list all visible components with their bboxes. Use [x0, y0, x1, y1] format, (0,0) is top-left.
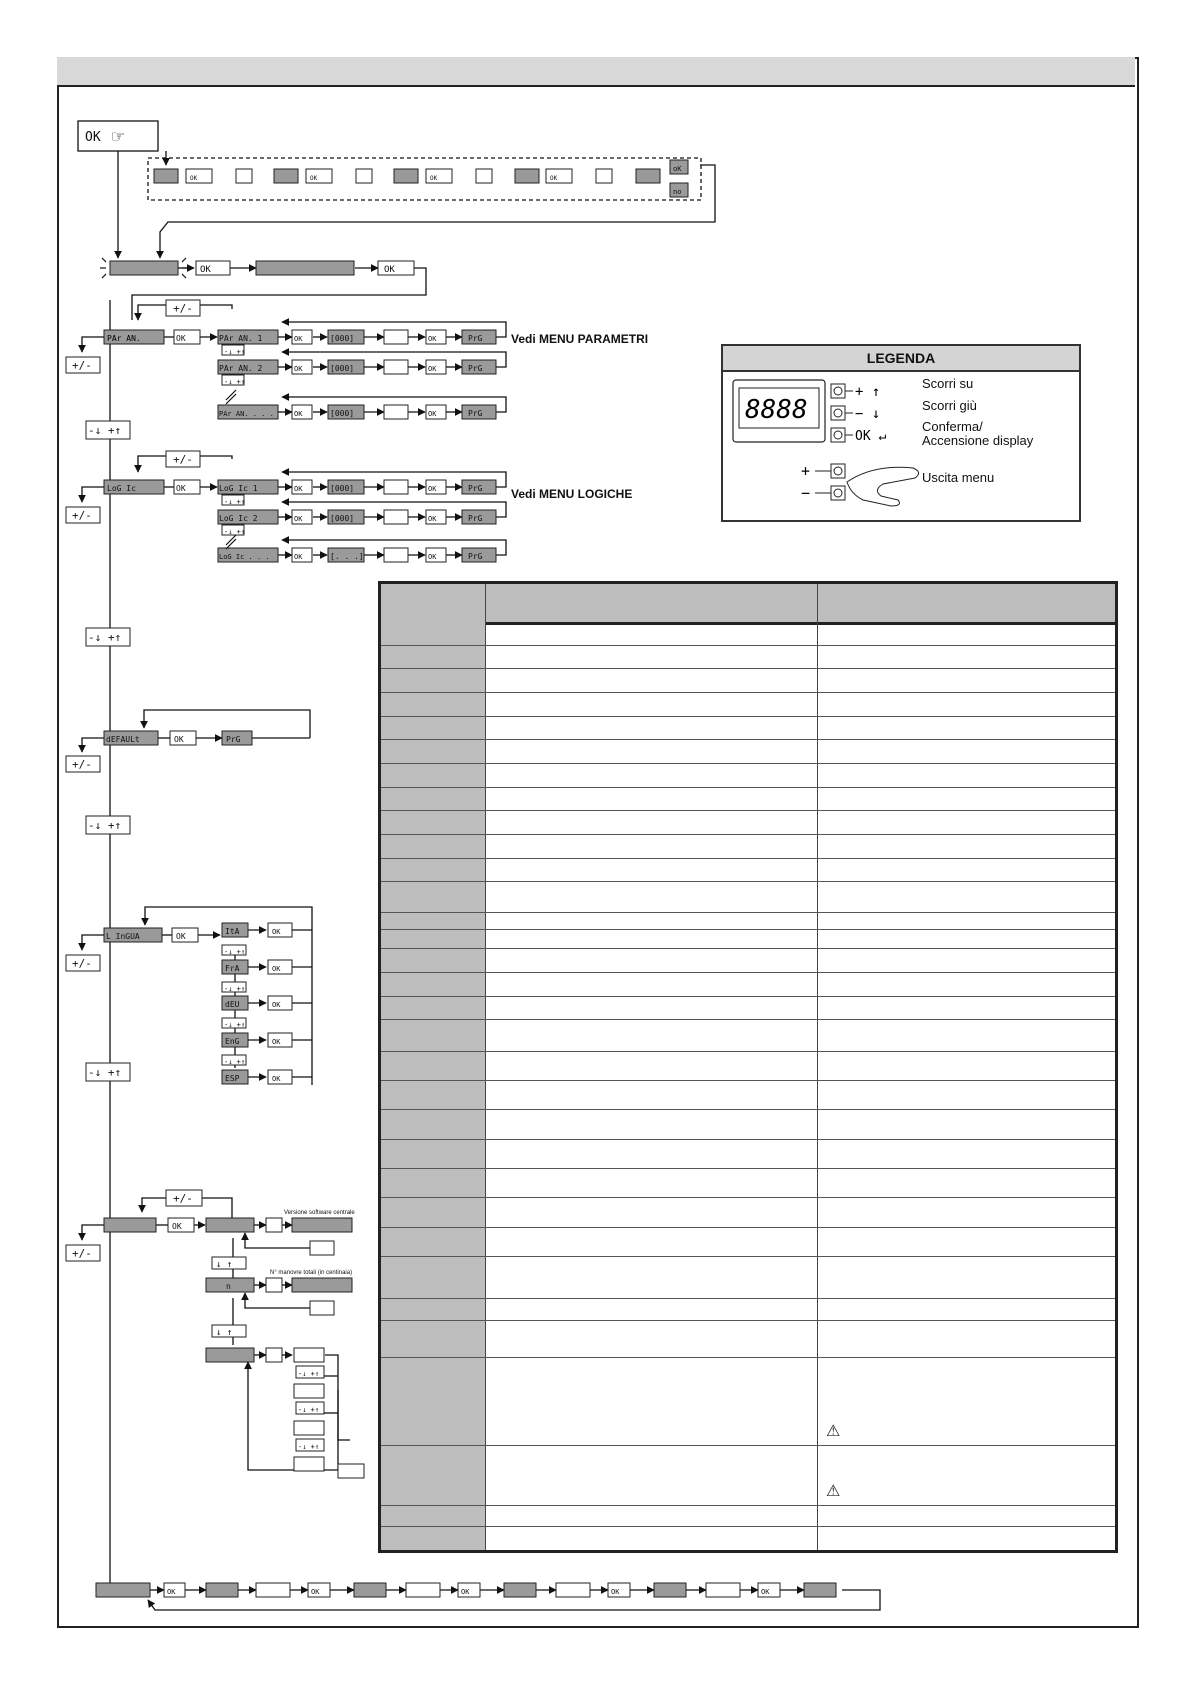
display-box	[354, 1583, 386, 1597]
svg-text:OK: OK	[311, 1588, 320, 1596]
table-row	[381, 949, 1115, 973]
svg-text:-↓ +↑: -↓ +↑	[224, 1021, 246, 1029]
svg-text:OK: OK	[167, 1588, 176, 1596]
svg-text:+/-: +/-	[72, 359, 92, 372]
warning-icon: ⚠	[826, 1422, 841, 1440]
table-row	[381, 882, 1115, 913]
table-header	[381, 584, 1115, 625]
svg-text:L InGUA: L InGUA	[106, 932, 140, 941]
svg-text:OK: OK	[294, 553, 303, 561]
table-row	[381, 1110, 1115, 1139]
svg-text:OK: OK	[310, 175, 318, 182]
table-row	[381, 997, 1115, 1021]
svg-text:PrG: PrG	[468, 514, 483, 523]
display-box	[804, 1583, 836, 1597]
svg-text:+/-: +/-	[173, 453, 193, 466]
hand-icon	[847, 467, 919, 506]
svg-text:OK: OK	[176, 334, 186, 343]
display-box	[274, 169, 298, 183]
svg-text:PrG: PrG	[226, 735, 241, 744]
svg-text:OK: OK	[611, 1588, 620, 1596]
svg-text:ItA: ItA	[225, 927, 240, 936]
table-row	[381, 1358, 1115, 1446]
display-box	[504, 1583, 536, 1597]
table-row	[381, 622, 1115, 646]
display-box	[110, 261, 178, 275]
svg-text:OK: OK	[461, 1588, 470, 1596]
svg-text:↓ ↑: ↓ ↑	[216, 1328, 233, 1338]
table-row	[381, 1446, 1115, 1506]
legend-title: LEGENDA	[723, 346, 1079, 372]
svg-text:PAr AN. 2: PAr AN. 2	[219, 364, 263, 373]
svg-text:-↓ +↑: -↓ +↑	[88, 1066, 122, 1079]
svg-text:N° manovre totali (in centinai: N° manovre totali (in centinaia)	[270, 1270, 353, 1276]
svg-text:-↓ +↑: -↓ +↑	[224, 1058, 246, 1066]
svg-text:OK: OK	[428, 410, 437, 418]
display-box	[96, 1583, 150, 1597]
table-row	[381, 811, 1115, 835]
svg-text:-↓ +↑: -↓ +↑	[224, 528, 246, 536]
see-params-note: Vedi MENU PARAMETRI	[511, 332, 649, 346]
table-row	[381, 930, 1115, 950]
svg-text:dEU: dEU	[225, 1000, 240, 1009]
diagnostics-table	[378, 581, 1118, 1553]
table-row	[381, 1052, 1115, 1081]
svg-text:OK: OK	[428, 335, 437, 343]
svg-text:+/-: +/-	[173, 302, 193, 315]
table-row	[381, 764, 1115, 788]
display-box	[206, 1583, 238, 1597]
svg-text:PAr AN.: PAr AN.	[107, 334, 141, 343]
svg-text:-↓ +↑: -↓ +↑	[298, 1370, 320, 1378]
info-menu-display	[104, 1218, 156, 1232]
svg-text:OK: OK	[428, 515, 437, 523]
display-box	[515, 169, 539, 183]
svg-text:-↓ +↑: -↓ +↑	[88, 631, 122, 644]
svg-text:[000]: [000]	[330, 409, 355, 418]
svg-text:OK: OK	[272, 928, 281, 936]
table-row	[381, 1198, 1115, 1227]
svg-text:[000]: [000]	[330, 334, 355, 343]
svg-text:OK: OK	[294, 365, 303, 373]
table-row	[381, 973, 1115, 997]
table-row	[381, 717, 1115, 741]
exit-menu-label: Uscita menu	[922, 470, 995, 485]
svg-text:OK: OK	[761, 1588, 770, 1596]
svg-text:[. . .]: [. . .]	[330, 552, 364, 561]
table-row	[381, 1527, 1115, 1550]
svg-text:+/-: +/-	[72, 758, 92, 771]
svg-text:EnG: EnG	[225, 1037, 240, 1046]
svg-text:OK: OK	[294, 335, 303, 343]
scroll-down-label: Scorri giù	[922, 398, 977, 413]
svg-text:PrG: PrG	[468, 334, 483, 343]
display-box	[394, 169, 418, 183]
svg-text:OK: OK	[272, 1038, 281, 1046]
display-box	[256, 261, 354, 275]
table-row	[381, 913, 1115, 929]
display-box	[636, 169, 660, 183]
info-value-display	[292, 1218, 352, 1232]
info-display	[206, 1348, 254, 1362]
svg-text:-↓ +↑: -↓ +↑	[224, 985, 246, 993]
plus-up-symbol: + ↑	[855, 384, 881, 400]
svg-text:OK: OK	[272, 965, 281, 973]
svg-text:PAr AN. . . .: PAr AN. . . .	[219, 410, 274, 418]
svg-text:-↓ +↑: -↓ +↑	[298, 1443, 320, 1451]
minus-down-symbol: − ↓	[855, 406, 881, 422]
svg-text:PrG: PrG	[468, 552, 483, 561]
display-digits: 8888	[745, 395, 808, 425]
svg-text:[000]: [000]	[330, 514, 355, 523]
svg-text:-↓ +↑: -↓ +↑	[224, 348, 246, 356]
svg-text:PrG: PrG	[468, 364, 483, 373]
svg-text:OK: OK	[174, 735, 184, 744]
table-row	[381, 669, 1115, 693]
svg-text:n: n	[226, 1282, 231, 1291]
display-box	[154, 169, 178, 183]
svg-text:OK: OK	[200, 265, 211, 275]
svg-text:OK: OK	[176, 932, 186, 941]
svg-text:↓ ↑: ↓ ↑	[216, 1260, 233, 1270]
display-box	[654, 1583, 686, 1597]
svg-text:-↓ +↑: -↓ +↑	[224, 378, 246, 386]
svg-text:OK: OK	[172, 1222, 182, 1231]
table-row	[381, 693, 1115, 717]
hand-icon: ☞	[112, 124, 125, 148]
svg-text:PrG: PrG	[468, 484, 483, 493]
svg-text:LoG Ic . . .: LoG Ic . . .	[219, 553, 270, 561]
svg-text:OK: OK	[294, 515, 303, 523]
svg-text:PAr AN. 1: PAr AN. 1	[219, 334, 263, 343]
svg-text:+: +	[801, 462, 811, 480]
scroll-up-label: Scorri su	[922, 376, 974, 391]
svg-text:LoG Ic: LoG Ic	[107, 484, 136, 493]
table-row	[381, 788, 1115, 812]
svg-text:OK: OK	[190, 175, 198, 182]
svg-text:FrA: FrA	[225, 964, 240, 973]
svg-text:dEFAULt: dEFAULt	[106, 735, 140, 744]
table-row	[381, 646, 1115, 670]
table-row	[381, 859, 1115, 883]
svg-text:-↓ +↑: -↓ +↑	[88, 819, 122, 832]
table-row	[381, 1321, 1115, 1358]
svg-text:-↓ +↑: -↓ +↑	[224, 498, 246, 506]
warning-icon: ⚠	[826, 1482, 841, 1500]
svg-text:+/-: +/-	[72, 957, 92, 970]
svg-text:OK: OK	[294, 410, 303, 418]
see-logic-note: Vedi MENU LOGICHE	[511, 487, 633, 501]
table-row	[381, 1020, 1115, 1051]
info-value-display	[292, 1278, 352, 1292]
svg-text:oK: oK	[673, 165, 682, 173]
svg-text:-↓ +↑: -↓ +↑	[224, 948, 246, 956]
svg-text:Versione software centrale: Versione software centrale	[284, 1210, 355, 1216]
table-row	[381, 740, 1115, 764]
svg-text:OK: OK	[384, 265, 395, 275]
svg-text:LoG Ic 2: LoG Ic 2	[219, 514, 258, 523]
table-row	[381, 1140, 1115, 1169]
table-body	[381, 622, 1115, 1550]
svg-text:−: −	[801, 484, 811, 502]
legend-box	[721, 344, 1081, 522]
svg-text:OK: OK	[428, 553, 437, 561]
svg-text:[000]: [000]	[330, 364, 355, 373]
svg-text:no: no	[673, 188, 682, 196]
ok-enter-symbol: OK ↵	[855, 429, 887, 444]
table-row	[381, 1299, 1115, 1321]
info-display	[206, 1218, 254, 1232]
svg-text:OK: OK	[428, 365, 437, 373]
svg-text:+/-: +/-	[72, 1247, 92, 1260]
svg-text:OK: OK	[550, 175, 558, 182]
svg-text:+/-: +/-	[173, 1192, 193, 1205]
svg-text:-↓ +↑: -↓ +↑	[88, 424, 122, 437]
table-row	[381, 1169, 1115, 1198]
svg-text:OK: OK	[430, 175, 438, 182]
ok-label: OK	[85, 130, 101, 145]
table-row	[381, 1081, 1115, 1110]
table-row	[381, 835, 1115, 859]
table-row	[381, 1228, 1115, 1257]
svg-text:+/-: +/-	[72, 509, 92, 522]
svg-text:-↓ +↑: -↓ +↑	[298, 1406, 320, 1414]
svg-text:LoG Ic 1: LoG Ic 1	[219, 484, 258, 493]
table-row	[381, 1506, 1115, 1528]
svg-text:PrG: PrG	[468, 409, 483, 418]
confirm-label: Conferma/ Accensione display	[922, 419, 1034, 448]
svg-text:OK: OK	[272, 1001, 281, 1009]
svg-text:ESP: ESP	[225, 1074, 240, 1083]
svg-text:OK: OK	[272, 1075, 281, 1083]
svg-text:OK: OK	[294, 485, 303, 493]
table-row	[381, 1257, 1115, 1300]
svg-text:OK: OK	[176, 484, 186, 493]
svg-text:[000]: [000]	[330, 484, 355, 493]
svg-text:OK: OK	[428, 485, 437, 493]
